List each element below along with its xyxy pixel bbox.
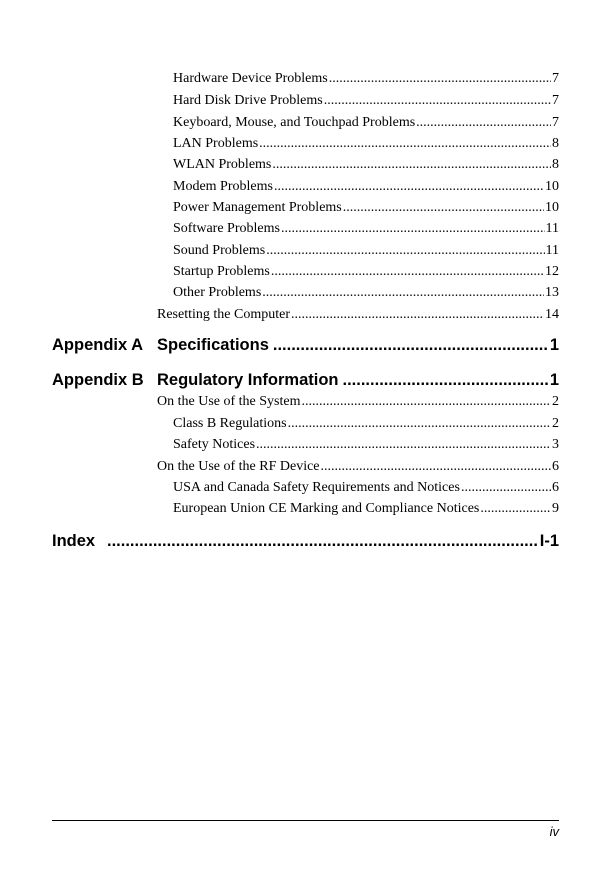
toc-entry[interactable] (173, 284, 559, 302)
toc-entry-label: Hard Disk Drive Problems (173, 93, 323, 108)
toc-entry-label: On the Use of the System (157, 394, 301, 409)
toc-entry-page: 10 (545, 179, 559, 194)
dot-leader (274, 178, 544, 196)
dot-leader (262, 284, 544, 302)
toc-entry-page: 8 (552, 157, 559, 172)
toc-heading-page: I-1 (539, 532, 559, 550)
toc-entry-label: On the Use of the RF Device (157, 459, 320, 474)
toc-heading-page: 1 (549, 336, 559, 354)
dot-leader (291, 306, 544, 324)
toc-entry-label: Startup Problems (173, 264, 270, 279)
dot-leader (343, 199, 544, 217)
toc-entry[interactable] (173, 178, 559, 196)
toc-entry[interactable] (173, 500, 559, 518)
toc-entry-page: 8 (552, 136, 559, 151)
dot-leader (256, 436, 551, 454)
toc-entry-page: 9 (552, 501, 559, 516)
appendix-title: Specifications (157, 336, 269, 354)
toc-entry-label: Resetting the Computer (157, 307, 290, 322)
toc-entry-label: Other Problems (173, 285, 262, 300)
toc-entry-page: 2 (552, 416, 559, 431)
toc-entry[interactable] (173, 135, 559, 153)
toc-heading-page: 1 (549, 371, 559, 389)
toc-entry-label: Class B Regulations (173, 416, 287, 431)
dot-leader (107, 530, 539, 552)
toc-entry[interactable] (173, 92, 559, 110)
toc-entry[interactable] (173, 242, 559, 260)
toc-entry-page: 12 (545, 264, 559, 279)
dot-leader (461, 479, 551, 497)
toc-entry-page: 11 (545, 243, 559, 258)
toc-entry-label: Power Management Problems (173, 200, 342, 215)
footer-divider (52, 820, 559, 821)
toc-entry-page: 2 (552, 394, 559, 409)
toc-entry[interactable] (157, 393, 559, 411)
dot-leader (266, 242, 544, 260)
toc-entry-label: Keyboard, Mouse, and Touchpad Problems (173, 115, 416, 130)
dot-leader (329, 70, 551, 88)
toc-heading-index[interactable] (52, 530, 559, 552)
appendix-title: Regulatory Information (157, 371, 339, 389)
toc-entry[interactable] (173, 220, 559, 238)
toc-entry-page: 7 (552, 71, 559, 86)
dot-leader (273, 334, 548, 356)
dot-leader (301, 393, 551, 411)
toc-entry-page: 6 (552, 480, 559, 495)
toc-entry-page: 10 (545, 200, 559, 215)
toc-entry[interactable] (173, 479, 559, 497)
toc-entry[interactable] (173, 199, 559, 217)
toc-entry-label: Sound Problems (173, 243, 266, 258)
index-label: Index (52, 532, 96, 550)
toc-entry-page: 6 (552, 459, 559, 474)
toc-entry-page: 7 (552, 115, 559, 130)
dot-leader (281, 220, 545, 238)
toc-entry-label: WLAN Problems (173, 157, 272, 172)
toc-entry-label: Safety Notices (173, 437, 256, 452)
toc-entry-label: European Union CE Marking and Compliance Notices (173, 501, 480, 516)
toc-entry[interactable] (173, 114, 559, 132)
toc-entry-page: 3 (552, 437, 559, 452)
toc-entry-label: USA and Canada Safety Requirements and Notices (173, 480, 460, 495)
toc-entry[interactable] (173, 156, 559, 174)
dot-leader (288, 415, 551, 433)
dot-leader (324, 92, 551, 110)
dot-leader (271, 263, 544, 281)
toc-entry-label: LAN Problems (173, 136, 259, 151)
toc-entry-label: Hardware Device Problems (173, 71, 328, 86)
toc-entry[interactable] (173, 436, 559, 454)
page-number: iv (549, 824, 559, 839)
appendix-prefix: Appendix B (52, 371, 144, 389)
dot-leader (343, 369, 548, 391)
toc-entry-label: Software Problems (173, 221, 280, 236)
toc-heading-appendix-a[interactable] (52, 334, 559, 356)
toc-entry-label: Modem Problems (173, 179, 273, 194)
toc-entry[interactable] (157, 458, 559, 476)
dot-leader (272, 156, 551, 174)
appendix-prefix: Appendix A (52, 336, 144, 354)
toc-entry-page: 13 (545, 285, 559, 300)
toc-entry[interactable] (173, 70, 559, 88)
dot-leader (259, 135, 551, 153)
toc-entry-page: 14 (545, 307, 559, 322)
toc-heading-appendix-b[interactable] (52, 369, 559, 391)
dot-leader (480, 500, 551, 518)
dot-leader (416, 114, 551, 132)
toc-entry-page: 7 (552, 93, 559, 108)
toc-entry[interactable] (173, 263, 559, 281)
toc-entry[interactable] (173, 415, 559, 433)
dot-leader (321, 458, 551, 476)
toc-entry-page: 11 (545, 221, 559, 236)
toc-entry-resetting[interactable] (157, 306, 559, 324)
